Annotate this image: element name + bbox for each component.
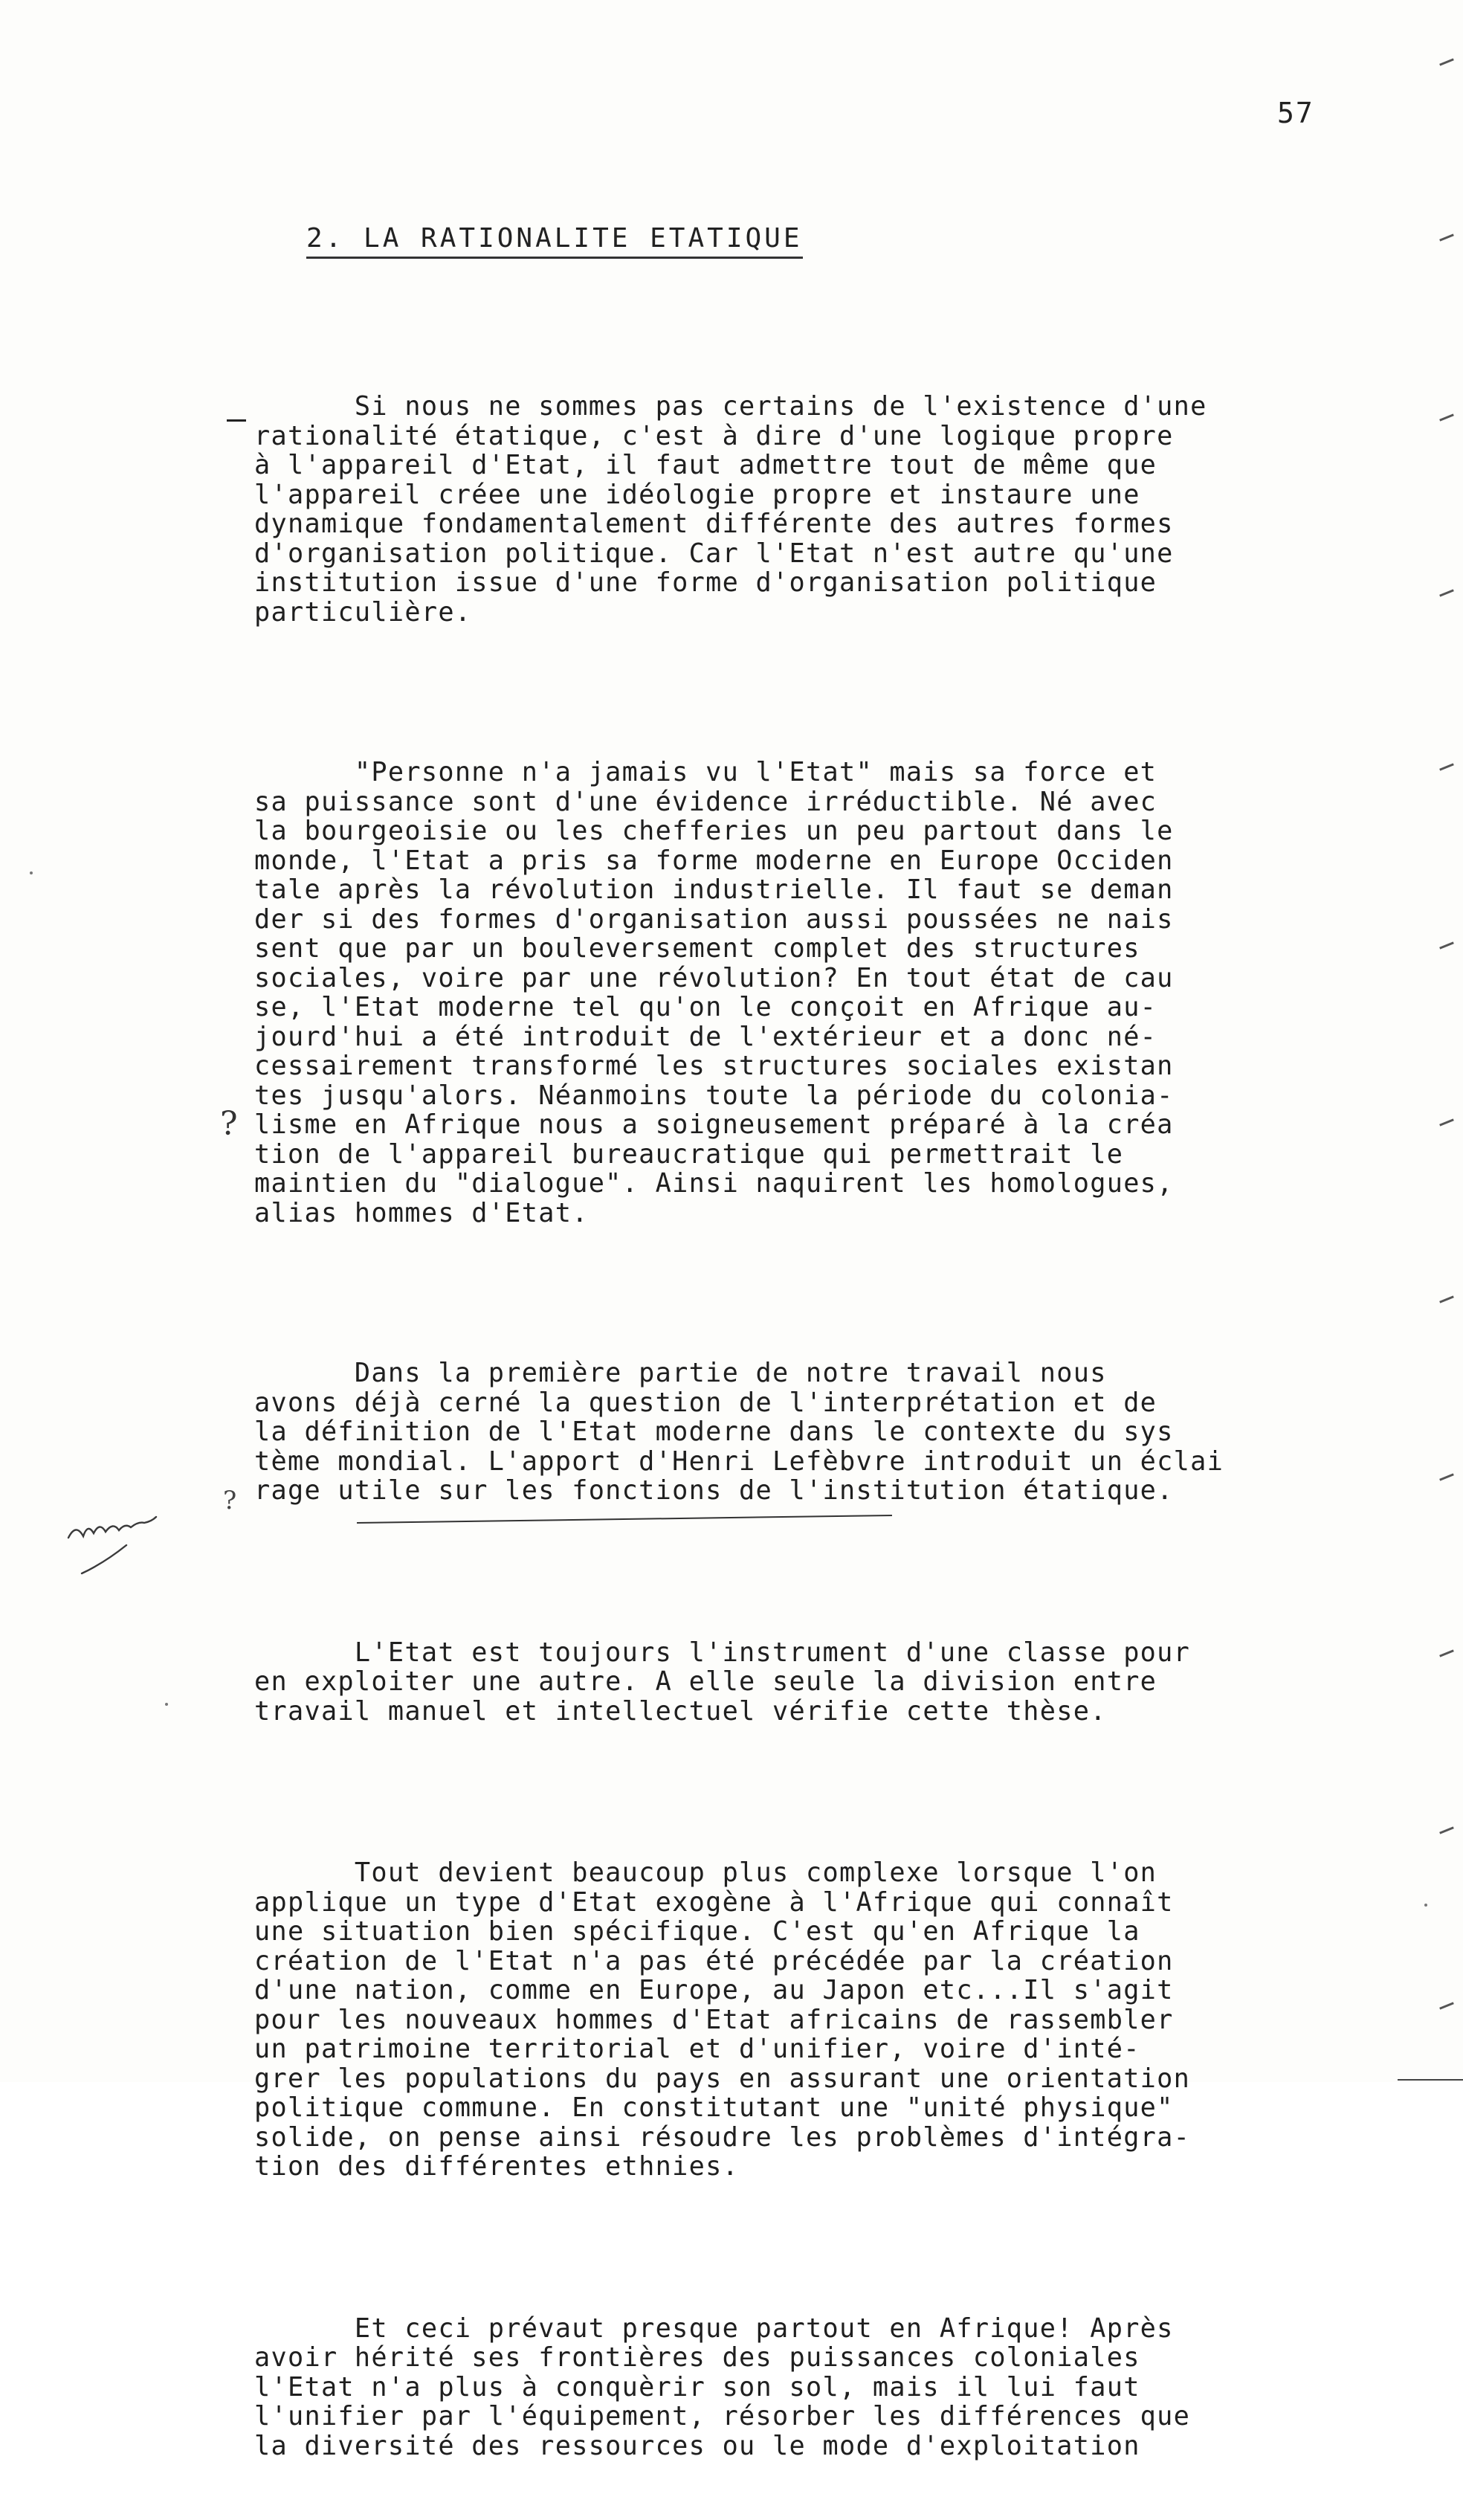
handwritten-margin-note bbox=[61, 1486, 210, 1590]
paragraph bbox=[254, 1359, 1369, 1506]
text-line: pour les nouveaux hommes d'Etat africains de rassembler bbox=[254, 2004, 1174, 2035]
text-line: tème mondial. L'apport d'Henri Lefèbvre introduit un éclai bbox=[254, 1446, 1224, 1477]
margin-question-mark: ? bbox=[223, 1486, 237, 1515]
body-text bbox=[254, 333, 1369, 2519]
text-line: alias hommes d'Etat. bbox=[254, 1197, 589, 1228]
text-line: Si nous ne sommes pas certains de l'existence d'une bbox=[254, 391, 1207, 422]
edge-mark bbox=[1439, 2002, 1454, 2009]
paragraph bbox=[254, 758, 1369, 1228]
text-line: avons déjà cerné la question de l'interprétation et de bbox=[254, 1387, 1157, 1418]
text-line: la définition de l'Etat moderne dans le contexte du sys bbox=[254, 1417, 1174, 1447]
text-line: grer les populations du pays en assurant une orientation bbox=[254, 2063, 1191, 2094]
edge-mark bbox=[1439, 233, 1454, 241]
margin-dash-mark bbox=[227, 419, 246, 422]
edge-mark bbox=[1439, 1473, 1454, 1480]
text-line: d'organisation politique. Car l'Etat n'est autre qu'une bbox=[254, 538, 1174, 569]
edge-mark bbox=[1439, 589, 1454, 596]
text-line: l'unifier par l'équipement, résorber les différences que bbox=[254, 2401, 1191, 2432]
page-number: 57 bbox=[1277, 97, 1314, 129]
edge-mark bbox=[1439, 763, 1454, 770]
text-line: politique commune. En constitutant une "unité physique" bbox=[254, 2092, 1174, 2123]
text-line: institution issue d'une forme d'organisation politique bbox=[254, 567, 1157, 598]
edge-mark bbox=[1439, 1118, 1454, 1126]
paragraph bbox=[254, 392, 1369, 627]
text-line: Dans la première partie de notre travail nous bbox=[254, 1358, 1107, 1388]
scan-speck bbox=[1398, 2079, 1463, 2081]
text-line: sa puissance sont d'une évidence irréductible. Né avec bbox=[254, 786, 1157, 817]
text-line: l'appareil créee une idéologie propre et instaure une bbox=[254, 479, 1140, 510]
text-line: en exploiter une autre. A elle seule la division entre bbox=[254, 1666, 1157, 1697]
paragraph bbox=[254, 2314, 1369, 2461]
edge-mark bbox=[1439, 941, 1454, 949]
text-line: particulière. bbox=[254, 596, 472, 628]
text-line: maintien du "dialogue". Ainsi naquirent les homologues, bbox=[254, 1168, 1174, 1199]
edge-mark bbox=[1439, 413, 1454, 421]
edge-mark bbox=[1439, 1826, 1454, 1834]
text-line: cessairement transformé les structures sociales existan bbox=[254, 1051, 1174, 1081]
text-line: l'Etat n'a plus à conquèrir son sol, mais il lui faut bbox=[254, 2371, 1140, 2403]
text-line: lisme en Afrique nous a soigneusement préparé à la créa bbox=[254, 1109, 1174, 1140]
text-line: tion des différentes ethnies. bbox=[254, 2151, 740, 2182]
text-line: avoir hérité ses frontières des puissances coloniales bbox=[254, 2342, 1140, 2373]
text-line: à l'appareil d'Etat, il faut admettre tout de même que bbox=[254, 450, 1157, 480]
text-line: tion de l'appareil bureaucratique qui permettrait le bbox=[254, 1138, 1124, 1170]
text-line: dynamique fondamentalement différente des autres formes bbox=[254, 509, 1174, 539]
edge-mark bbox=[1439, 1295, 1454, 1303]
scan-speck bbox=[165, 1703, 168, 1706]
text-line: rage utile sur les fonctions de l'institution étatique. bbox=[254, 1475, 1174, 1506]
text-line: travail manuel et intellectuel vérifie cette thèse. bbox=[254, 1695, 1107, 1727]
margin-brace-mark bbox=[220, 1105, 238, 1143]
scan-speck bbox=[1424, 1904, 1427, 1907]
edge-mark bbox=[1439, 58, 1454, 65]
text-line: "Personne n'a jamais vu l'Etat" mais sa force et bbox=[254, 757, 1157, 787]
section-heading: 2. LA RATIONALITE ETATIQUE bbox=[306, 223, 803, 259]
text-line: création de l'Etat n'a pas été précédée par la création bbox=[254, 1945, 1174, 1976]
text-line: der si des formes d'organisation aussi poussées ne nais bbox=[254, 903, 1174, 935]
text-line: tes jusqu'alors. Néanmoins toute la période du colonia- bbox=[254, 1080, 1174, 1111]
text-line: Tout devient beaucoup plus complexe lorsque l'on bbox=[254, 1857, 1157, 1888]
edge-mark bbox=[1439, 1649, 1454, 1657]
text-line: d'une nation, comme en Europe, au Japon etc...Il s'agit bbox=[254, 1975, 1174, 2005]
text-line: applique un type d'Etat exogène à l'Afrique qui connaît bbox=[254, 1886, 1174, 1918]
text-line: tale après la révolution industrielle. Il faut se deman bbox=[254, 874, 1174, 905]
text-line: sociales, voire par une révolution? En tout état de cau bbox=[254, 962, 1174, 993]
text-line: jourd'hui a été introduit de l'extérieur et a donc né- bbox=[254, 1021, 1157, 1052]
text-line: L'Etat est toujours l'instrument d'une classe pour bbox=[254, 1637, 1191, 1668]
text-line: un patrimoine territorial et d'unifier, voire d'inté- bbox=[254, 2034, 1140, 2064]
text-line: monde, l'Etat a pris sa forme moderne en Europe Occiden bbox=[254, 845, 1174, 876]
paragraph bbox=[254, 1858, 1369, 2182]
text-line: solide, on pense ainsi résoudre les problèmes d'intégra- bbox=[254, 2121, 1191, 2153]
text-line: Et ceci prévaut presque partout en Afrique! Après bbox=[254, 2313, 1174, 2344]
text-line: la diversité des ressources ou le mode d'exploitation bbox=[254, 2430, 1140, 2461]
text-line: une situation bien spécifique. C'est qu'en Afrique la bbox=[254, 1916, 1140, 1947]
margin-question-mark: ? bbox=[220, 1105, 238, 1143]
scan-speck bbox=[30, 871, 33, 874]
text-line: la bourgeoisie ou les chefferies un peu partout dans le bbox=[254, 816, 1174, 846]
text-line: sent que par un bouleversement complet des structures bbox=[254, 933, 1140, 964]
paragraph bbox=[254, 1638, 1369, 1727]
text-line: rationalité étatique, c'est à dire d'une logique propre bbox=[254, 420, 1174, 451]
text-line: se, l'Etat moderne tel qu'on le conçoit en Afrique au- bbox=[254, 992, 1157, 1022]
